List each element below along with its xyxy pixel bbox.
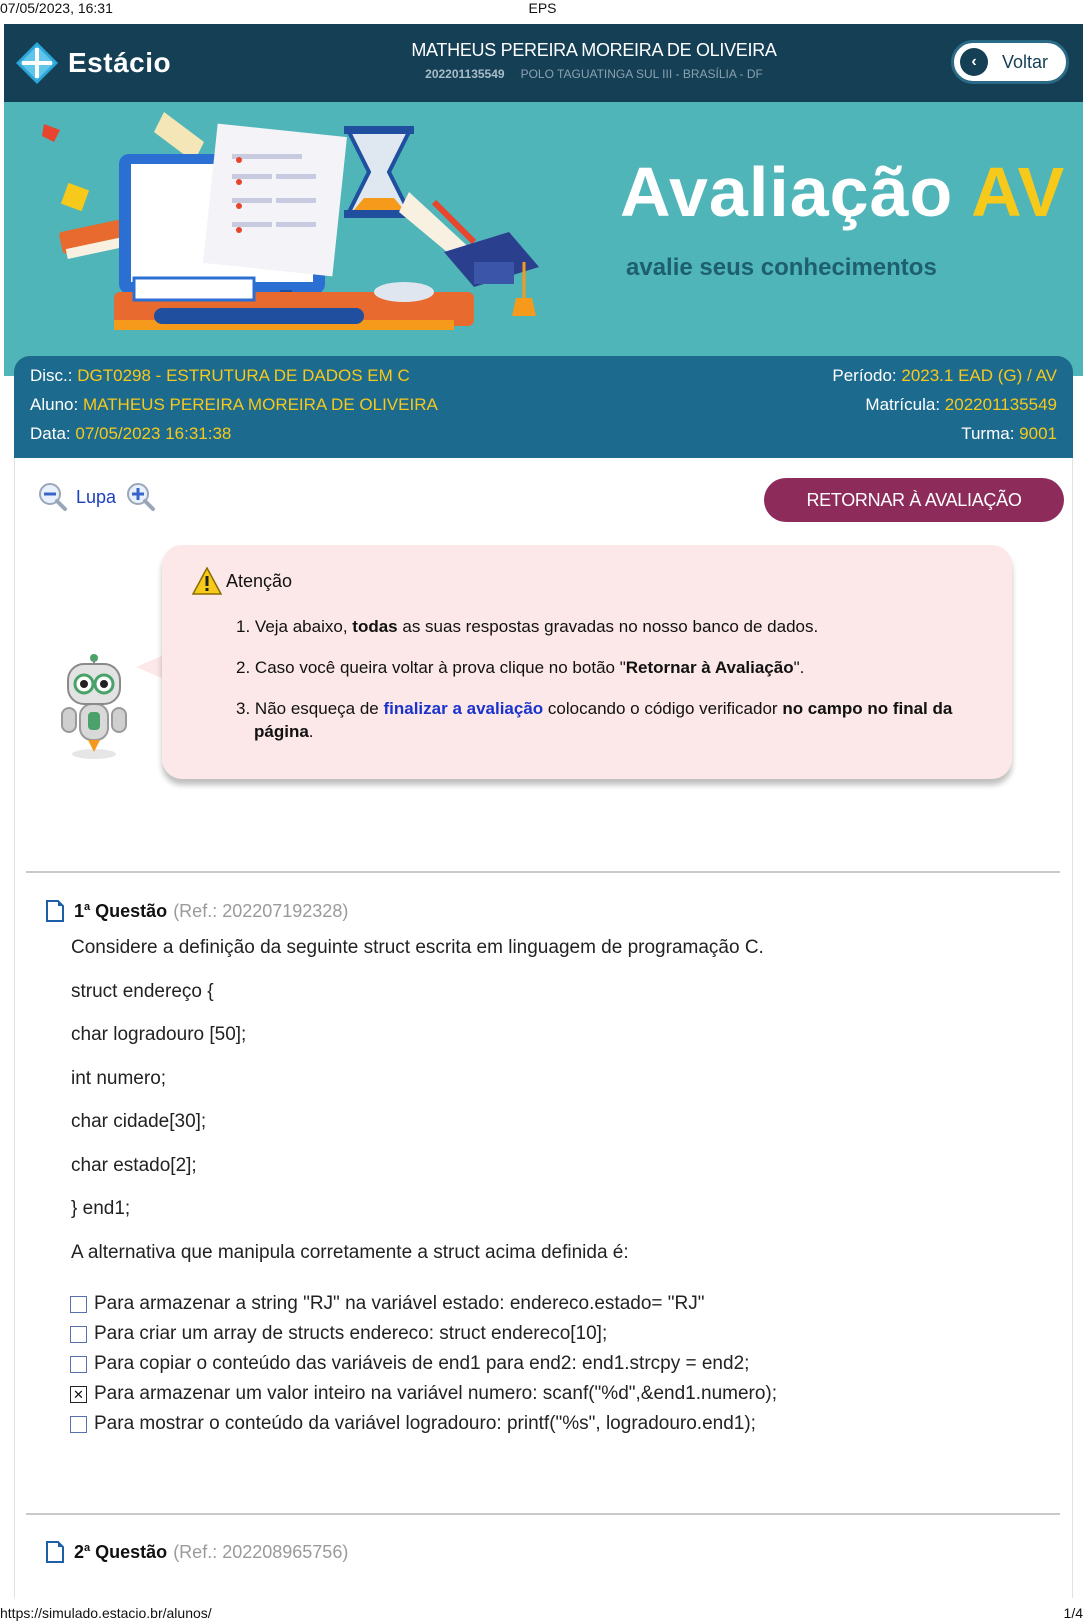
back-button-label: Voltar <box>1002 51 1049 72</box>
info-matricula-value: 202201135549 <box>944 395 1057 414</box>
option-item[interactable] <box>70 1319 777 1349</box>
question-1-body <box>71 937 764 1285</box>
info-aluno-name: MATHEUS PEREIRA MOREIRA DE OLIVEIRA <box>82 395 438 414</box>
exam-illustration-icon <box>4 102 564 376</box>
question-1-line: int numero; <box>71 1067 167 1089</box>
info-turma-label: Turma: <box>961 424 1015 443</box>
attention-item-3-num: 3. <box>236 699 251 718</box>
attention-item-3-c: colocando o código verificador <box>547 699 778 718</box>
banner-title-main: Avaliação <box>620 153 954 231</box>
hero-banner <box>4 102 1083 376</box>
info-periodo <box>832 366 1057 386</box>
attention-item-1 <box>236 615 956 638</box>
zoom-out-icon[interactable] <box>38 482 68 512</box>
info-disc-name: ESTRUTURA DE DADOS EM C <box>166 366 410 385</box>
question-1-ref: (Ref.: 202207192328) <box>173 900 349 921</box>
attention-item-3-a: Não esqueça de <box>254 699 379 718</box>
attention-item-3-d: no campo no final da página <box>254 699 953 741</box>
banner-title <box>620 152 1065 232</box>
info-matricula-label: Matrícula: <box>865 395 941 414</box>
print-page-number: 1/4 <box>1063 1605 1083 1621</box>
attention-title <box>192 567 292 595</box>
info-periodo-sep: / <box>1027 366 1032 385</box>
return-to-exam-button[interactable]: RETORNAR À AVALIAÇÃO <box>764 478 1064 522</box>
question-1-line: char estado[2]; <box>71 1154 197 1176</box>
banner-title-accent: AV <box>971 153 1066 231</box>
attention-list <box>236 615 956 761</box>
zoom-in-icon[interactable] <box>126 482 156 512</box>
question-1-line: char cidade[30]; <box>71 1111 207 1132</box>
section-divider <box>26 871 1060 873</box>
option-text: Para copiar o conteúdo das variáveis de end1 para end2: end1.strcpy = end2; <box>94 1353 750 1374</box>
zoom-label: Lupa <box>76 486 117 507</box>
attention-item-2-b: Retornar à Avaliação <box>625 658 794 677</box>
student-name: MATHEUS PEREIRA MOREIRA DE OLIVEIRA <box>411 40 777 60</box>
option-text: Para mostrar o conteúdo da variável logradouro: printf("%s", logradouro.end1); <box>94 1413 756 1434</box>
info-turma-value: 9001 <box>1019 424 1057 443</box>
option-item[interactable] <box>70 1409 777 1439</box>
top-bar <box>4 24 1083 102</box>
option-checkbox[interactable] <box>70 1416 87 1433</box>
option-checkbox[interactable] <box>70 1326 87 1343</box>
question-2-header <box>46 1541 348 1563</box>
question-1-header <box>46 900 348 922</box>
attention-item-1-b: todas <box>352 617 398 636</box>
question-1-line: Considere a definição da seguinte struct escrita em linguagem de programação C. <box>71 937 764 958</box>
attention-item-2-c: ". <box>793 658 805 677</box>
question-1-num: 1 <box>74 900 85 921</box>
attention-item-3-e: . <box>308 722 314 741</box>
exam-info-panel <box>14 356 1073 458</box>
attention-item-3 <box>236 697 956 743</box>
question-2-number <box>74 1542 167 1563</box>
question-1-options <box>70 1289 777 1439</box>
logo-text: Estácio <box>68 47 172 78</box>
student-info <box>344 40 844 81</box>
chevron-left-icon: ‹ <box>960 48 988 76</box>
question-1-number <box>74 901 167 922</box>
info-periodo-tipo: AV <box>1035 366 1057 385</box>
question-1-ordinal: a <box>84 900 91 913</box>
info-periodo-label: Período: <box>832 366 897 385</box>
back-button[interactable] <box>951 40 1069 84</box>
option-item[interactable] <box>70 1289 777 1319</box>
question-2-ordinal: a <box>84 1541 91 1554</box>
student-sub <box>344 67 844 81</box>
print-title: EPS <box>528 0 557 16</box>
info-data <box>30 424 231 444</box>
print-datetime: 07/05/2023, 16:31 <box>0 0 113 16</box>
info-disc-label: Disc.: <box>30 366 73 385</box>
attention-item-2-num: 2. <box>236 658 251 677</box>
question-1-line: char logradouro [50]; <box>71 1024 247 1045</box>
question-1-line: A alternativa que manipula corretamente a struct acima definida é: <box>71 1241 629 1263</box>
info-periodo-value: 2023.1 EAD (G) <box>901 366 1023 385</box>
question-1-line: } end1; <box>71 1198 131 1219</box>
attention-box <box>162 545 1012 779</box>
attention-title-text: Atenção <box>226 570 293 591</box>
option-item[interactable] <box>70 1379 777 1409</box>
attention-item-2-a: Caso você queira voltar à prova clique no botão " <box>254 658 626 677</box>
attention-item-1-c: as suas respostas gravadas no nosso banco de dados. <box>402 617 819 636</box>
attention-item-2 <box>236 656 956 679</box>
info-data-label: Data: <box>30 424 71 443</box>
zoom-controls <box>38 482 156 512</box>
option-item[interactable] <box>70 1349 777 1379</box>
robot-mascot-icon <box>54 652 134 762</box>
right-border <box>1072 458 1073 1598</box>
question-2-num: 2 <box>74 1541 85 1562</box>
question-1-label: Questão <box>95 900 168 921</box>
speech-bubble-tail <box>136 655 164 679</box>
info-data-value: 07/05/2023 16:31:38 <box>75 424 232 443</box>
finalize-exam-link[interactable]: finalizar a avaliação <box>383 699 544 718</box>
question-1-line: struct endereço { <box>71 980 214 1002</box>
document-icon <box>46 1541 64 1563</box>
option-text: Para armazenar um valor inteiro na variável numero: scanf("%d",&end1.numero); <box>94 1383 778 1404</box>
option-checkbox-checked[interactable]: ✕ <box>70 1386 87 1403</box>
print-url: https://simulado.estacio.br/alunos/ <box>0 1605 212 1621</box>
option-checkbox[interactable] <box>70 1296 87 1313</box>
option-text: Para armazenar a string "RJ" na variável estado: endereco.estado= "RJ" <box>94 1293 705 1314</box>
info-aluno-label: Aluno: <box>30 395 79 414</box>
campus: POLO TAGUATINGA SUL III - BRASÍLIA - DF <box>520 67 763 81</box>
attention-item-1-a: Veja abaixo, <box>254 617 348 636</box>
warning-icon <box>192 567 222 595</box>
student-id: 202201135549 <box>425 67 505 81</box>
option-checkbox[interactable] <box>70 1356 87 1373</box>
info-disc <box>30 366 410 386</box>
info-aluno <box>30 395 438 415</box>
document-icon <box>46 900 64 922</box>
section-divider <box>26 1513 1060 1515</box>
question-2-label: Questão <box>95 1541 168 1562</box>
estacio-logo-icon <box>14 40 60 86</box>
attention-item-1-num: 1. <box>236 617 251 636</box>
option-text: Para criar um array de structs endereco: struct endereco[10]; <box>94 1323 608 1344</box>
info-turma <box>961 424 1057 444</box>
estacio-logo[interactable] <box>14 40 171 86</box>
question-2-ref: (Ref.: 202208965756) <box>173 1541 349 1562</box>
banner-subtitle: avalie seus conhecimentos <box>626 254 937 281</box>
left-border <box>14 458 15 1598</box>
info-matricula <box>865 395 1057 415</box>
info-disc-code: DGT0298 - <box>77 366 162 385</box>
